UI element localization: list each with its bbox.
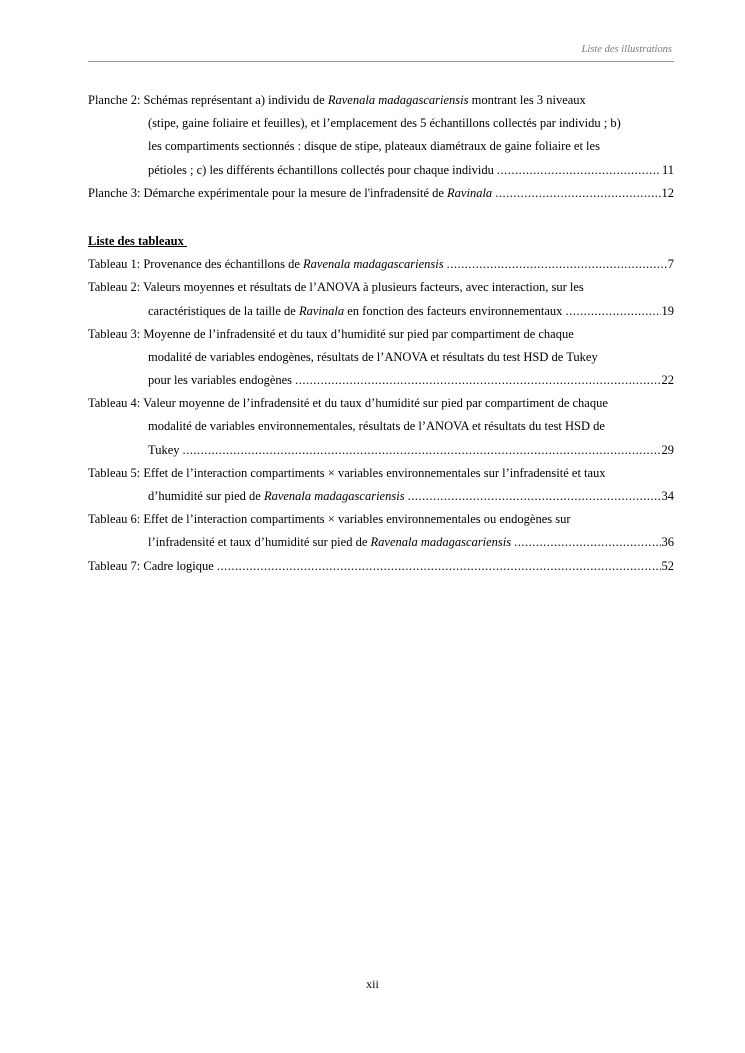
entry-page-number: 36 (661, 535, 674, 550)
entry-page-number: 19 (661, 303, 674, 318)
entry-line (88, 253, 674, 276)
entry-page-number: 12 (661, 185, 674, 200)
entry-text-run: Tableau 2: Valeurs moyennes et résultats de l’ANOVA à plusieurs facteurs, avec interaction, sur les (88, 280, 584, 295)
entry-page-number: 34 (661, 489, 674, 503)
entry-text (88, 555, 214, 578)
entry-text-run: Tukey (148, 442, 180, 457)
entry-text-italic: Ravinala (447, 185, 493, 200)
dot-leader (295, 369, 660, 392)
tableau-entry[interactable] (88, 508, 674, 554)
entry-text (88, 182, 492, 205)
running-header: Liste des illustrations (581, 44, 672, 55)
entry-line (88, 415, 674, 438)
entry-text-run: Planche 2: Schémas représentant a) individu de (88, 93, 328, 107)
dot-leader (183, 439, 661, 462)
entry-page-number: 22 (661, 373, 674, 388)
entry-text-run: Tableau 5: Effet de l’interaction compartiments × variables environnementales sur l’infradensité et taux (88, 465, 606, 480)
entry-text-run: modalité de variables endogènes, résultats de l’ANOVA et résultats du test HSD de Tukey (148, 349, 598, 364)
entry-text-run: l’infradensité et taux d’humidité sur pied de (148, 535, 371, 550)
entry-text-italic: Ravenala madagascariensis (327, 93, 469, 107)
entry-text-run: Tableau 1: Provenance des échantillons de (88, 257, 304, 272)
entry-text-italic: Ravenala madagascariensis (263, 489, 405, 503)
entry-line (88, 508, 674, 531)
entry-text (148, 485, 405, 508)
dot-leader (514, 531, 660, 554)
entry-line (88, 369, 674, 392)
entry-text-run: Tableau 6: Effet de l’interaction compartiments × variables environnementales ou endogènes sur (88, 512, 571, 527)
entry-line (88, 531, 674, 554)
entry-line (88, 182, 674, 205)
entry-text-italic: Ravenala madagascariensis (370, 535, 512, 550)
tableau-entry[interactable] (88, 276, 674, 322)
entry-text (88, 323, 574, 346)
entry-page-number: 11 (661, 162, 674, 177)
entry-line (88, 159, 674, 182)
entry-line (88, 89, 674, 112)
entry-line (88, 112, 674, 135)
entry-text (88, 392, 608, 415)
tableau-entry[interactable] (88, 253, 674, 276)
entry-line (88, 439, 674, 462)
dot-leader (497, 159, 661, 182)
entry-text (88, 89, 586, 112)
entry-text-run: les compartiments sectionnés : disque de stipe, plateaux diamétraux de gaine foliaire et les (148, 139, 600, 154)
toc-entries (88, 89, 674, 578)
entry-line (88, 346, 674, 369)
entry-text (88, 462, 606, 485)
entry-line (88, 485, 674, 508)
entry-text-run: Planche 3: Démarche expérimentale pour la mesure de l'infradensité de (88, 185, 448, 200)
entry-text (88, 253, 444, 276)
entry-text (88, 508, 571, 531)
entry-line (88, 300, 674, 323)
entry-text-run: Tableau 4: Valeur moyenne de l’infradensité et du taux d’humidité sur pied par compartiment de chaque (88, 396, 608, 411)
tableau-entry[interactable] (88, 555, 674, 578)
entry-text (148, 135, 600, 158)
entry-page-number: 29 (661, 442, 674, 457)
entry-text-run: Tableau 3: Moyenne de l’infradensité et du taux d’humidité sur pied par compartiment de chaque (88, 326, 574, 341)
entry-text (148, 531, 511, 554)
entry-text-run: pétioles ; c) les différents échantillons collectés pour chaque individu (148, 162, 494, 177)
tableau-entry[interactable] (88, 323, 674, 393)
entry-text-italic: Ravinala (298, 303, 345, 318)
entry-text (148, 112, 621, 135)
tableau-entry[interactable] (88, 392, 674, 462)
entry-text-run: montrant les 3 niveaux (468, 93, 586, 107)
entry-text (148, 369, 292, 392)
tables-list (88, 253, 674, 578)
entry-text (148, 346, 598, 369)
entry-text (148, 159, 494, 182)
entry-text-italic: Ravenala madagascariensis (303, 257, 444, 272)
entry-text (148, 439, 180, 462)
entry-line (88, 323, 674, 346)
planche-entry[interactable] (88, 182, 674, 205)
dot-leader (408, 485, 661, 508)
entry-text-run: modalité de variables environnementales, résultats de l’ANOVA et résultats du test HSD de (148, 419, 605, 434)
dot-leader (495, 182, 660, 205)
entry-text-run: pour les variables endogènes (148, 373, 293, 388)
page-number: xii (366, 977, 379, 991)
section-title-tables: Liste des tableaux (88, 233, 187, 248)
header-rule (88, 61, 674, 62)
tableau-entry[interactable] (88, 462, 674, 508)
planches-list (88, 89, 674, 205)
entry-text-run: (stipe, gaine foliaire et feuilles), et l’emplacement des 5 échantillons collectés par individu ; b) (148, 116, 621, 131)
entry-line (88, 276, 674, 299)
entry-text-run: en fonction des facteurs environnementaux (344, 303, 563, 318)
entry-text (148, 300, 562, 323)
entry-text (148, 415, 605, 438)
entry-text-run: d’humidité sur pied de (148, 489, 264, 503)
entry-line (88, 392, 674, 415)
entry-page-number: 52 (661, 558, 674, 573)
dot-leader (217, 555, 661, 578)
entry-line (88, 555, 674, 578)
entry-line (88, 462, 674, 485)
entry-line (88, 135, 674, 158)
entry-text-run: caractéristiques de la taille de (148, 303, 299, 318)
entry-text-run: Tableau 7: Cadre logique (88, 558, 214, 573)
dot-leader (447, 253, 667, 276)
entry-page-number: 7 (667, 257, 674, 272)
entry-text (88, 276, 584, 299)
planche-entry[interactable] (88, 89, 674, 182)
dot-leader (565, 300, 660, 323)
